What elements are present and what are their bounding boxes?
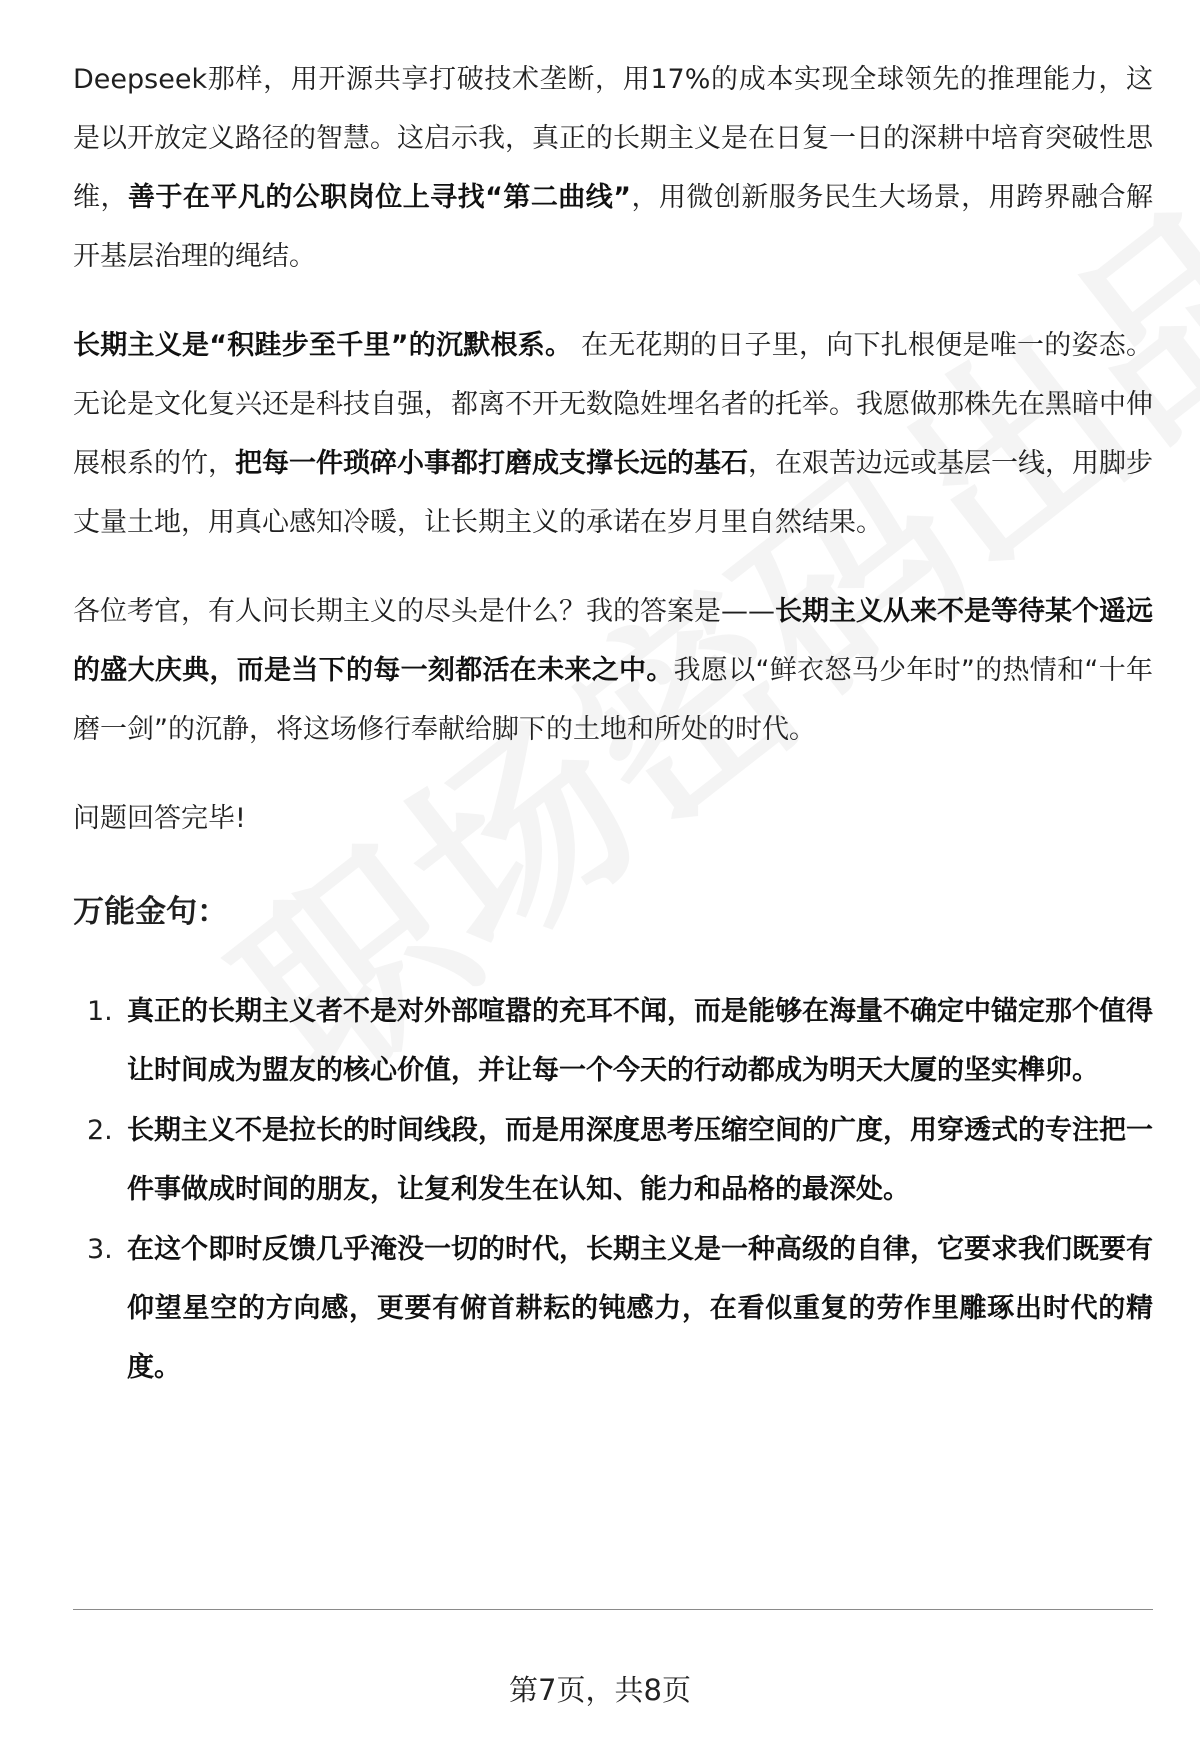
list-item-number: 3. — [87, 1234, 113, 1265]
paragraph-2-seg-3: 把每一件琐碎小事都打磨成支撑长远的基石 — [235, 448, 748, 479]
paragraph-3-seg-1: 各位考官，有人问长期主义的尽头是什么？我的答案是—— — [73, 596, 775, 627]
paragraph-3-seg-2: 长期主义从来不是等待某个遥远的盛大庆典，而是当下的每一刻都活在未来之中。 — [73, 596, 1153, 686]
paragraph-3-seg-3: 我愿以“鲜衣怒马少年时”的热情和“十年磨一剑”的沉静，将这场修行奉献给脚下的土地和所处的时代。 — [73, 655, 1154, 745]
list-item-number: 2. — [87, 1115, 113, 1146]
page-number: 第7页，共8页 — [509, 1673, 691, 1707]
paragraph-2-seg-1: 长期主义是“积跬步至千里”的沉默根系。 — [73, 330, 573, 361]
paragraph-3 — [73, 582, 1153, 759]
section-heading: 万能金句： — [73, 894, 228, 930]
paragraph-4-seg-1: 问题回答完毕! — [73, 803, 246, 834]
list-item-text: 真正的长期主义者不是对外部喧嚣的充耳不闻，而是能够在海量不确定中锚定那个值得让时间成为盟友的核心价值，并让每一个今天的行动都成为明天大厦的坚实榫卯。 — [127, 996, 1153, 1086]
list-item — [73, 1220, 1153, 1397]
footer-divider — [73, 1609, 1153, 1610]
list-item — [73, 1101, 1153, 1219]
paragraph-1-seg-3: ，用微创新服务民生大场景，用跨界融合解开基层治理的绳结。 — [73, 182, 1153, 272]
list-item — [73, 982, 1153, 1100]
paragraph-2-seg-2: 在无花期的日子里，向下扎根便是唯一的姿态。无论是文化复兴还是科技自强，都离不开无数隐姓埋名者的托举。我愿做那株先在黑暗中伸展根系的竹， — [73, 330, 1153, 479]
list-item-text: 长期主义不是拉长的时间线段，而是用深度思考压缩空间的广度，用穿透式的专注把一件事做成时间的朋友，让复利发生在认知、能力和品格的最深处。 — [127, 1115, 1153, 1205]
paragraph-1 — [73, 50, 1153, 286]
document-page — [73, 50, 1153, 1398]
paragraph-2 — [73, 316, 1153, 552]
paragraph-2-seg-4: ，在艰苦边远或基层一线，用脚步丈量土地，用真心感知冷暖，让长期主义的承诺在岁月里自然结果。 — [73, 448, 1153, 538]
paragraph-4 — [73, 789, 1153, 848]
paragraph-1-seg-1: Deepseek那样，用开源共享打破技术垄断，用17%的成本实现全球领先的推理能力，这是以开放定义路径的智慧。这启示我，真正的长期主义是在日复一日的深耕中培育突破性思维， — [73, 64, 1153, 213]
paragraph-1-seg-2: 善于在平凡的公职岗位上寻找“第二曲线” — [127, 182, 631, 213]
golden-sentence-list — [73, 982, 1153, 1397]
list-item-text: 在这个即时反馈几乎淹没一切的时代，长期主义是一种高级的自律，它要求我们既要有仰望星空的方向感，更要有俯首耕耘的钝感力，在看似重复的劳作里雕琢出时代的精度。 — [127, 1234, 1153, 1383]
list-item-number: 1. — [87, 996, 113, 1027]
